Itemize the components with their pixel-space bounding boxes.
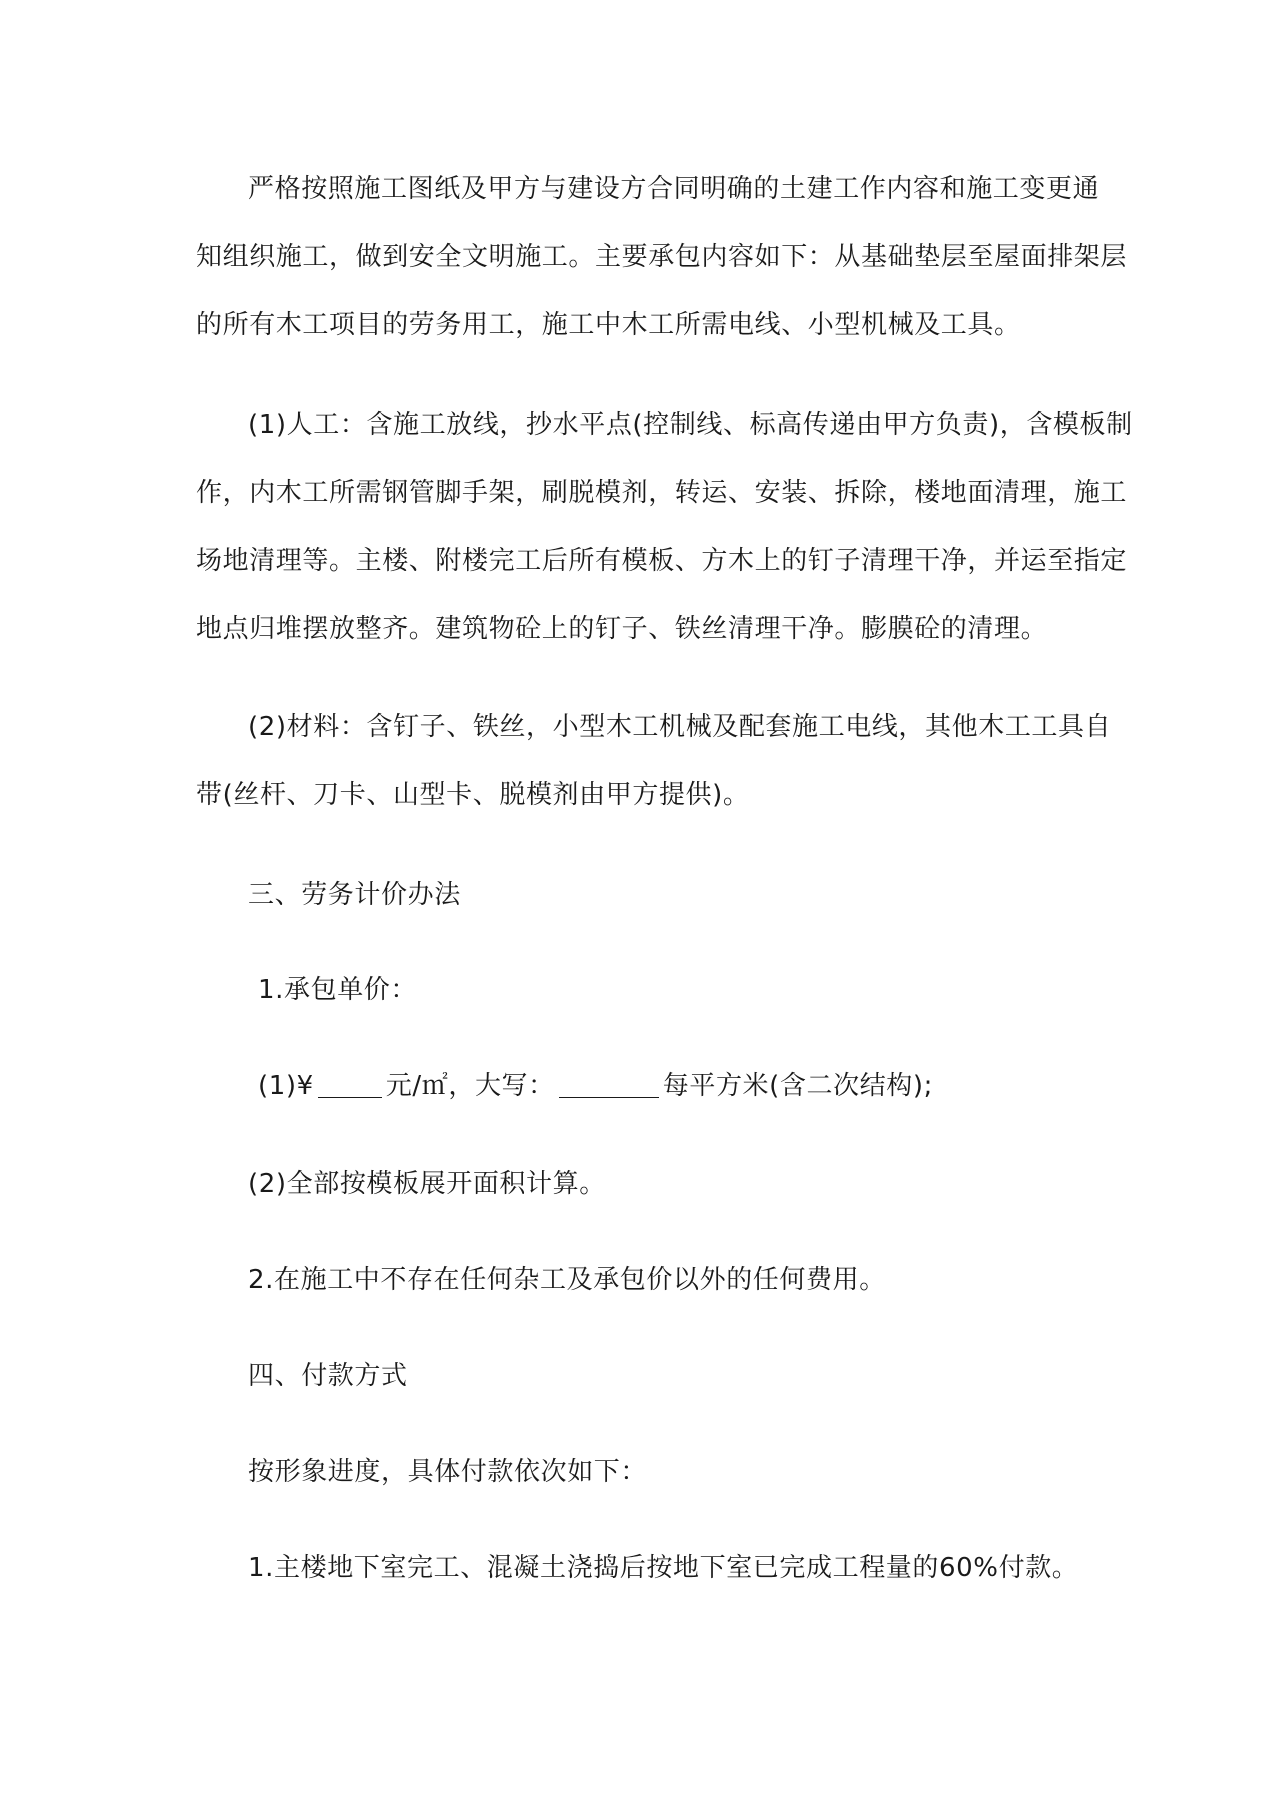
price-uppercase-blank [559, 1067, 659, 1098]
paragraph-3-line-1: (2)材料：含钉子、铁丝，小型木工机械及配套施工电线，其他木工工具自 [248, 712, 1112, 742]
unit-price-label: 1.承包单价： [258, 975, 418, 1005]
price-prefix: (1)¥ [258, 1071, 314, 1101]
price-unit: 元/㎡，大写： [385, 1071, 555, 1101]
payment-item-1: 1.主楼地下室完工、混凝土浇捣后按地下室已完成工程量的60%付款。 [248, 1553, 1079, 1583]
paragraph-1-line-3: 的所有木工项目的劳务用工，施工中木工所需电线、小型机械及工具。 [196, 310, 1021, 340]
paragraph-2-line-3: 场地清理等。主楼、附楼完工后所有模板、方木上的钉子清理干净，并运至指定 [196, 546, 1128, 576]
area-calc-note: (2)全部按模板展开面积计算。 [248, 1169, 606, 1199]
section-4-heading: 四、付款方式 [248, 1361, 408, 1391]
payment-intro: 按形象进度，具体付款依次如下： [248, 1457, 648, 1487]
paragraph-2-line-2: 作，内木工所需钢管脚手架，刷脱模剂，转运、安装、拆除，楼地面清理，施工 [196, 478, 1128, 508]
price-amount-blank [318, 1067, 382, 1098]
price-suffix: 每平方米(含二次结构); [662, 1071, 933, 1101]
paragraph-1-line-2: 知组织施工，做到安全文明施工。主要承包内容如下：从基础垫层至屋面排架层 [196, 242, 1128, 272]
paragraph-2-line-4: 地点归堆摆放整齐。建筑物砼上的钉子、铁丝清理干净。膨膜砼的清理。 [196, 614, 1048, 644]
price-line [258, 1052, 1158, 1120]
paragraph-2-line-1: (1)人工：含施工放线，抄水平点(控制线、标高传递由甲方负责)，含模板制 [248, 410, 1133, 440]
section-3-heading: 三、劳务计价办法 [248, 880, 461, 910]
paragraph-1-line-1: 严格按照施工图纸及甲方与建设方合同明确的土建工作内容和施工变更通 [248, 174, 1100, 204]
no-extra-fees-clause: 2.在施工中不存在任何杂工及承包价以外的任何费用。 [248, 1265, 886, 1295]
paragraph-3-line-2: 带(丝杆、刀卡、山型卡、脱模剂由甲方提供)。 [196, 780, 750, 810]
